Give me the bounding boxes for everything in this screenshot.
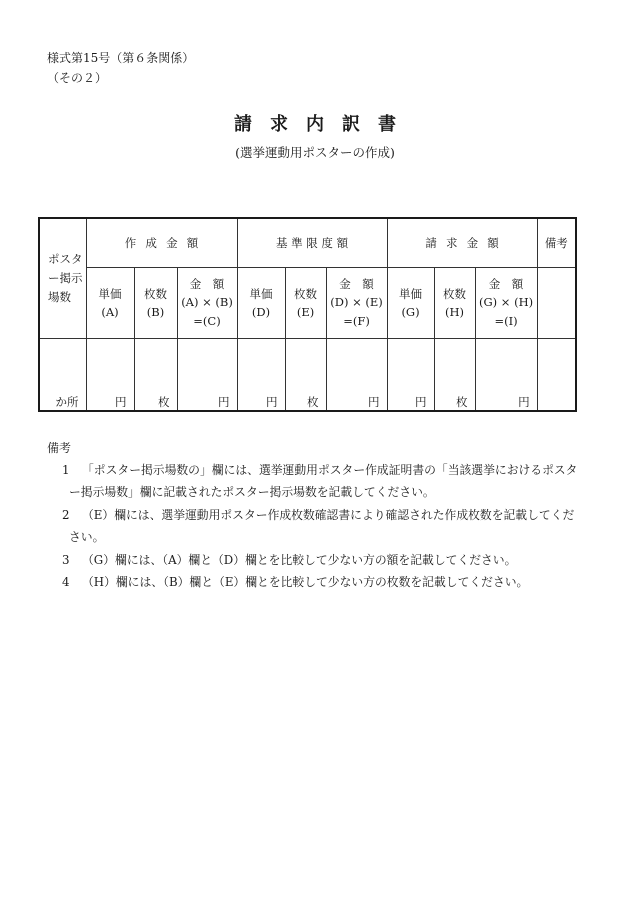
- table-header-row: [39, 218, 576, 267]
- poster-sites-header-line: 場数: [48, 289, 71, 304]
- quantity-header-h: [434, 267, 475, 338]
- note-text: 「ポスター掲示場数の」欄には、選挙運動用ポスター作成証明書の「当該選挙におけるポスタ: [82, 463, 578, 477]
- column-label: 単価: [98, 286, 122, 301]
- column-label: 金 額: [339, 276, 374, 291]
- notes-heading: 備考: [47, 441, 72, 455]
- unit-price-cell-g: 円: [387, 338, 434, 411]
- quantity-header-b: [134, 267, 177, 338]
- amount-cell-f: 円: [326, 338, 387, 411]
- note-number: 1: [62, 463, 70, 477]
- column-code: (A): [101, 304, 119, 319]
- note-text: （H）欄には、（B）欄と（E）欄とを比較して少ない方の枚数を記載してください。: [82, 575, 529, 590]
- column-label: 金 額: [488, 276, 524, 291]
- unit-price-header-d: [237, 267, 285, 338]
- amount-formula: (G) × (H): [478, 295, 534, 310]
- column-label: 単価: [399, 286, 423, 301]
- breakdown-table: [38, 217, 577, 412]
- unit-price-cell-a: 円: [86, 338, 134, 411]
- poster-sites-header-line: ー掲示: [48, 270, 83, 285]
- table-data-row: [39, 338, 576, 411]
- poster-sites-header: [39, 218, 86, 338]
- group-header-creation-amount: 作 成 金 額: [86, 218, 237, 267]
- group-header-claim-amount: 請 求 金 額: [387, 218, 537, 267]
- amount-result: =(F): [343, 313, 370, 328]
- unit-price-header-a: [86, 267, 134, 338]
- form-number: 様式第15号（第６条関係）: [47, 51, 195, 65]
- column-code: (E): [296, 304, 315, 319]
- note-item: [62, 459, 577, 504]
- note-continuation: さい。: [69, 530, 105, 545]
- document-subtitle: (選挙運動用ポスターの作成): [235, 145, 395, 160]
- column-code: (G): [401, 304, 420, 319]
- remarks-header: 備考: [537, 218, 576, 267]
- form-sub-number: （その２）: [47, 71, 108, 85]
- column-code: (B): [146, 304, 165, 319]
- amount-formula: (D) × (E): [330, 295, 383, 310]
- column-label: 枚数: [443, 286, 467, 301]
- amount-result: =(C): [193, 313, 221, 328]
- note-number: 2: [62, 507, 70, 522]
- unit-price-header-g: [387, 267, 434, 338]
- quantity-header-e: [285, 267, 326, 338]
- table-subheader-row: [39, 267, 576, 338]
- poster-sites-header-line: ポスタ: [48, 251, 83, 266]
- amount-header-i: [475, 267, 537, 338]
- column-label: 金 額: [189, 276, 225, 291]
- note-continuation: ー掲示場数」欄に記載されたポスター掲示場数を記載してください。: [69, 485, 435, 500]
- note-text: （E）欄には、選挙運動用ポスター作成枚数確認書により確認された作成枚数を記載してくだ: [82, 507, 575, 522]
- note-number: 3: [62, 552, 70, 567]
- note-number: 4: [62, 575, 70, 590]
- column-label: 枚数: [294, 286, 318, 301]
- note-line: [62, 459, 577, 481]
- amount-header-c: [177, 267, 237, 338]
- note-item: [62, 504, 577, 549]
- group-header-standard-limit: 基 準 限 度 額: [237, 218, 387, 267]
- amount-cell-c: 円: [177, 338, 237, 411]
- document-title: 請 求 内 訳 書: [234, 114, 396, 135]
- amount-result: =(I): [494, 313, 518, 328]
- column-code: (D): [251, 304, 271, 319]
- remarks-cell: [537, 338, 576, 411]
- note-line: [62, 571, 577, 593]
- notes-list: [62, 459, 577, 593]
- amount-formula: (A) × (B): [181, 295, 233, 310]
- amount-cell-i: 円: [475, 338, 537, 411]
- remarks-subheader-cell: [537, 267, 576, 338]
- amount-header-f: [326, 267, 387, 338]
- poster-sites-count-cell: か所: [39, 338, 86, 411]
- column-code: (H): [445, 304, 465, 319]
- column-label: 単価: [249, 286, 273, 301]
- note-line: [62, 549, 577, 571]
- note-item: [62, 549, 577, 571]
- note-item: [62, 571, 577, 593]
- quantity-cell-b: 枚: [134, 338, 177, 411]
- note-line: [62, 504, 577, 526]
- unit-price-cell-d: 円: [237, 338, 285, 411]
- column-label: 枚数: [144, 286, 167, 301]
- quantity-cell-e: 枚: [285, 338, 326, 411]
- quantity-cell-h: 枚: [434, 338, 475, 411]
- note-text: （G）欄には、（A）欄と（D）欄とを比較して少ない方の額を記載してください。: [82, 552, 517, 567]
